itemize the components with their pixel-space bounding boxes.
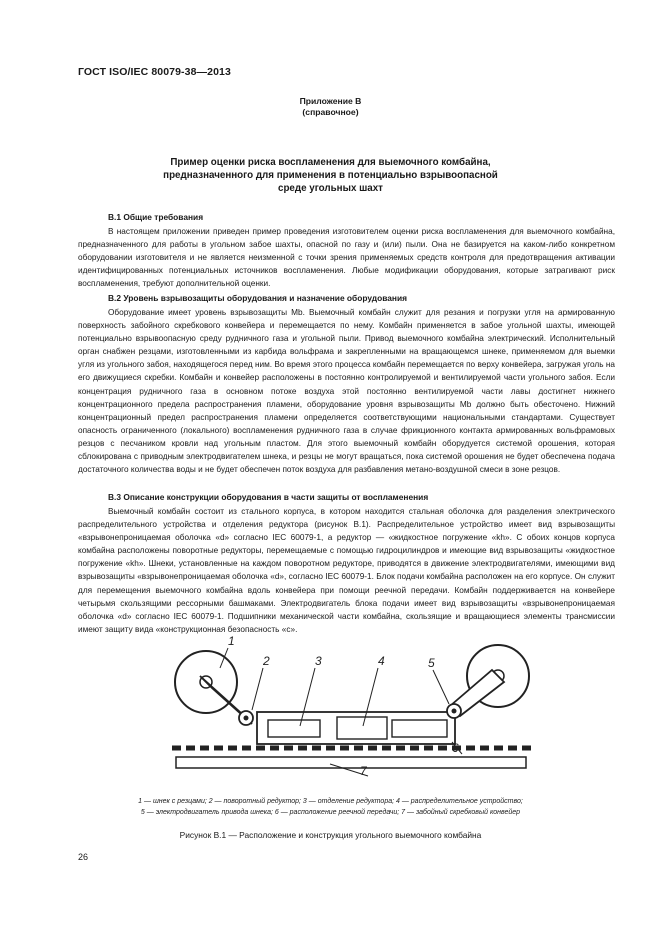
section-heading-b2: В.2 Уровень взрывозащиты оборудования и назначение оборудования — [108, 293, 408, 303]
appendix-title-line: предназначенного для применения в потенциально взрывоопасной — [163, 170, 498, 181]
section-body-b2 — [78, 306, 615, 476]
appendix-title-line: Пример оценки риска воспламенения для выемочного комбайна, — [170, 157, 491, 168]
section-heading-b1: В.1 Общие требования — [108, 212, 204, 222]
appendix-status: (справочное) — [302, 107, 359, 117]
section-body-b1 — [78, 225, 615, 290]
leader-line — [252, 668, 263, 710]
paragraph: В настоящем приложении приведен пример проведения изготовителем оценки риска воспламенения для выемочного комбайна, предназначенного для работы в угольном забое шахты, опасной по газу и (или) пыли. Она не базируется на каком-либо конкретном оборудовании изготовителя и не является неизменной с точки зрения применяемых средств контроля для предотвращения активации идентифицированных потенциальных источников воспламенения. Любые модификации оборудования, которые затрагивают риск воспламенения, требуют дополнительной оценки. — [78, 227, 615, 289]
callout-7: 7 — [360, 764, 367, 778]
callout-2: 2 — [263, 654, 270, 668]
shearer-figure — [160, 630, 560, 790]
page-number: 26 — [78, 852, 89, 862]
callout-5: 5 — [428, 656, 435, 670]
switchgear-compartment — [337, 717, 387, 739]
figure-legend-line: 1 — шнек с резцами; 2 — поворотный редуктор; 3 — отделение редуктора; 4 — распределительное устройство; — [138, 798, 523, 805]
document-header: ГОСТ ISO/IEC 80079-38—2013 — [78, 66, 231, 78]
section-body-b3 — [78, 505, 615, 636]
leader-line — [433, 670, 449, 704]
appendix-label: Приложение В — [299, 96, 362, 106]
callout-1: 1 — [228, 634, 235, 648]
paragraph: Выемочный комбайн состоит из стального корпуса, в котором находится стальная оболочка для разделения электрического распределительного устройства и отделения редуктора (рисунок В.1). Распределительное устройство имеет вид взрывозащиты «взрывонепроницаемая оболочка «d» согласно IEC 60079-1, а редуктор — «жидкостное погружение «kh». С обоих концов корпуса комбайна расположены поворотные редукторы, перемещаемые с помощью гидроцилиндров и имеющие вид взрывозащиты «жидкостное погружение «kh». Шнеки, установленные на каждом поворотном редукторе, приводятся в движение электродвигателями, имеющими вид взрывозащиты «взрывонепроницаемая оболочка «d», согласно IEC 60079-1. Блок подачи комбайна расположен на его корпусе. Он служит для перемещения выемочного комбайна вдоль конвейера при помощи реечной передачи. Комбайн поддерживается на конвейере четырьмя скользящими рессорными башмаками. Электродвигатель блока подачи имеет вид взрывозащиты «взрывонепроницаемая оболочка «d» согласно IEC 60079-1. Подшипники механической части комбайна, скользящие и вращающиеся элементы трансмиссии имеют защиту вида «конструкционная безопасность «c». — [78, 507, 615, 634]
callout-6: 6 — [452, 741, 459, 755]
conveyor-part — [176, 757, 526, 768]
paragraph: Оборудование имеет уровень взрывозащиты Mb. Выемочный комбайн служит для резания и погрузки угля на армированную поверхность забойного скребкового конвейера и перемещается по нему. Комбайн применяется в забое угольной шахты, имеющей потенциально взрывоопасную среду рудничного газа и угольной пыли. Привод выемочного комбайна электрический. Исполнительный орган снабжен резцами, изготовленными из карбида вольфрама и закрепленными на вращающемся шнеке, применяемом для выемки угля из угольного забоя, находящегося перед ним. Во время этого процесса комбайн перемещается по верху конвейера, загружая уголь на его движущиеся скребки. Комбайн и конвейер расположены в постоянно контролируемой и вентилируемой части угольного забоя. Если концентрация рудничного газа в основном потоке воздуха этой постоянно вентилируемой части лавы достигнет нижнего концентрационного предела распространения пламени, оборудование уровня взрывозащиты Mb должно быть обесточено. Нижний концентрационный предел распространения пламени определяется соответствующими национальными стандартами. Существует опасность ограниченного (локального) воспламенения рудничного газа в случае фрикционного контакта армированных вольфрамовых резцов с песчаником кровли над угольным пластом. Для этого выемочный комбайн оборудуется системой орошения, которая сблокирована с приводным электродвигателем шнека, и резцы не могут вращаться, пока системой орошения не будет обеспечена подача достаточного количества воды и не будет обеспечен поток воздуха для разбавления метано-воздушной смеси в зоне резцов. — [78, 308, 615, 475]
gearbox-compartment — [268, 720, 320, 737]
section-heading-b3: В.3 Описание конструкции оборудования в части защиты от воспламенения — [108, 492, 429, 502]
callout-4: 4 — [378, 654, 385, 668]
callout-3: 3 — [315, 654, 322, 668]
appendix-title-line: среде угольных шахт — [278, 183, 383, 194]
appendix-title — [60, 156, 601, 195]
motor-compartment — [392, 720, 447, 737]
right-pivot-center — [452, 709, 457, 714]
figure-caption: Рисунок В.1 — Расположение и конструкция угольного выемочного комбайна — [179, 830, 482, 840]
left-pivot-center — [244, 716, 249, 721]
figure-legend-line: 5 — электродвигатель привода шнека; 6 — расположение реечной передачи; 7 — забойный скребковый конвейер — [140, 809, 521, 816]
